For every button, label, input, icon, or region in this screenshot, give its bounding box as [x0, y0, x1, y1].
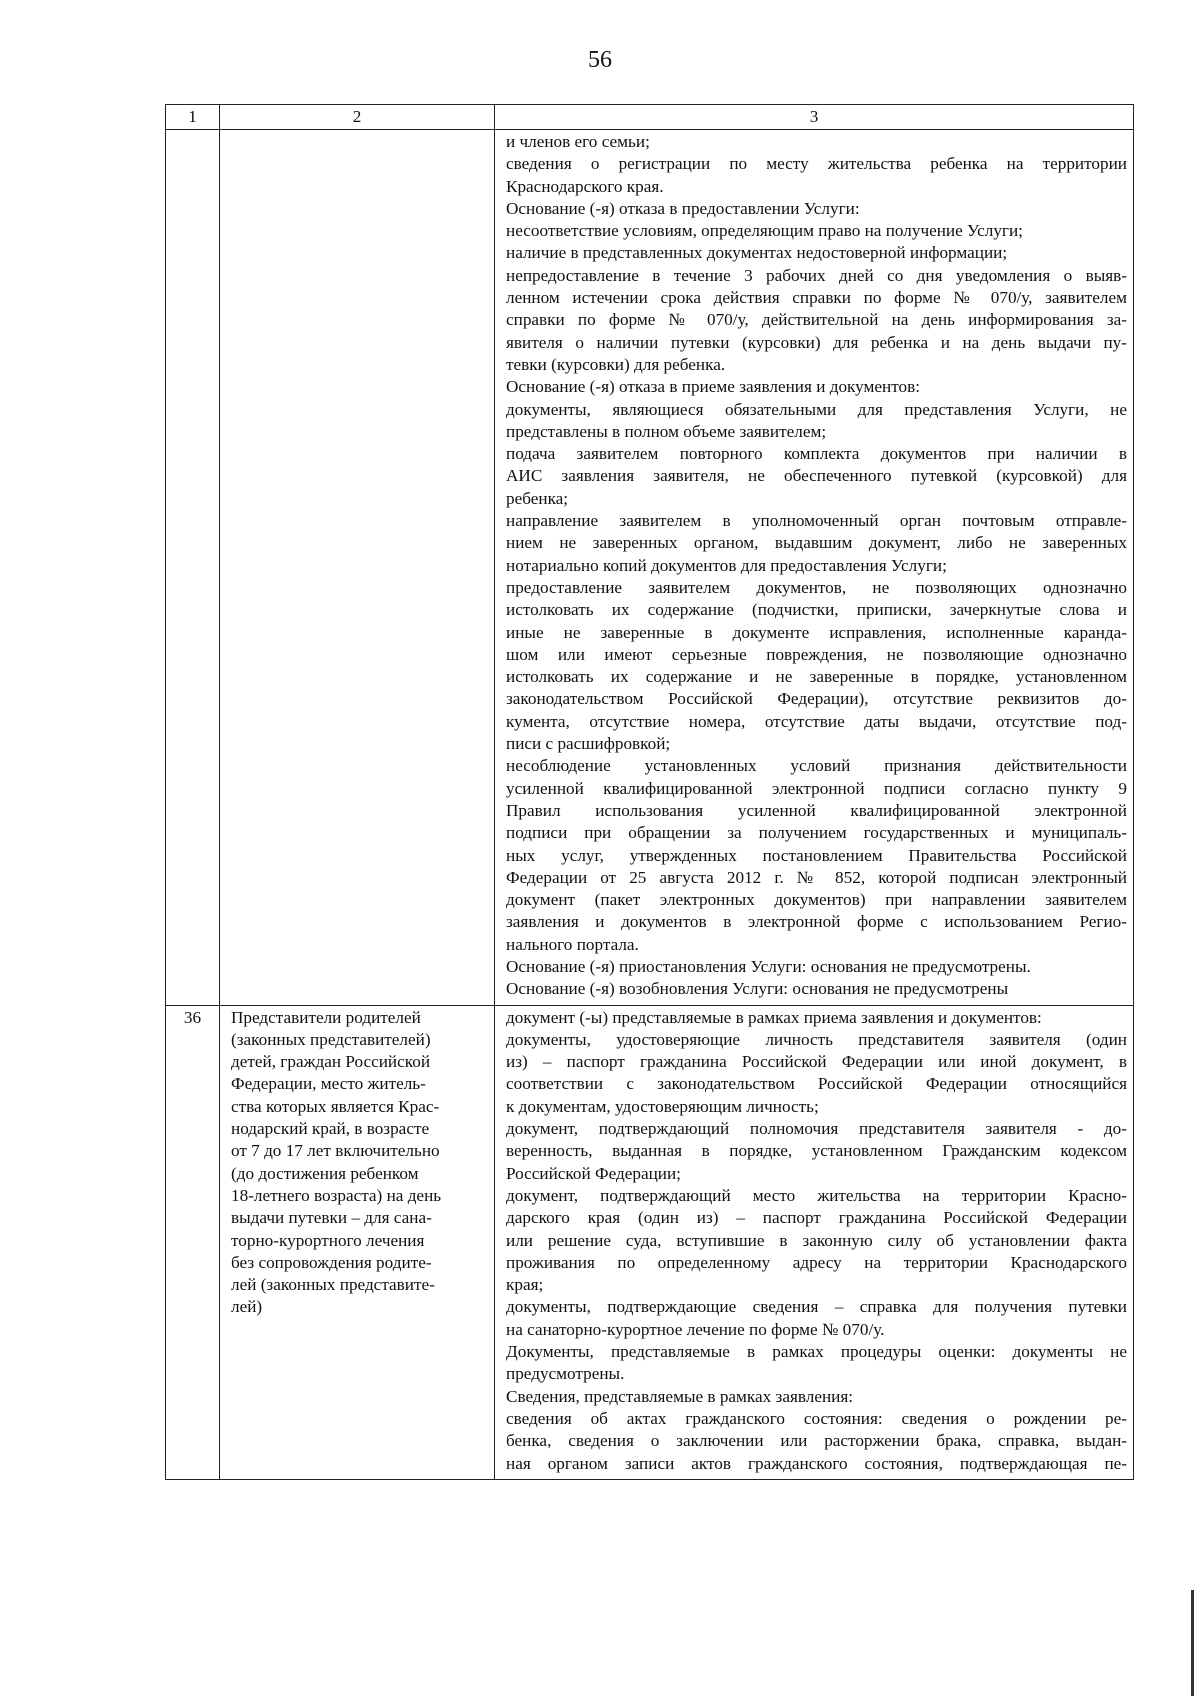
content-line: явителя о наличии путевки (курсовки) для ребенка и на день выдачи пу- [506, 332, 1127, 352]
content-line: нотариально копий документов для предоставления Услуги; [506, 555, 947, 575]
category-line: 18-летнего возраста) на день [231, 1185, 442, 1205]
content-line: усиленной квалифицированной электронной подписи согласно пункту 9 [506, 778, 1127, 798]
category-line: (до достижения ребенком [231, 1163, 419, 1183]
content-line: шом или имеют серьезные повреждения, не позволяющие однозначно [506, 644, 1127, 664]
column-header-3: 3 [495, 105, 1134, 130]
content-line: заявления и документов в электронной форме с использованием Регио- [506, 912, 1127, 932]
content-line: соответствии с законодательством Российской Федерации относящийся [506, 1074, 1127, 1094]
content-line: кумента, отсутствие номера, отсутствие даты выдачи, отсутствие под- [506, 711, 1127, 731]
column-header-2: 2 [220, 105, 495, 130]
content-line: непредоставление в течение 3 рабочих дней со дня уведомления о выяв- [506, 265, 1127, 285]
content-line: документ, подтверждающий место жительства на территории Красно- [506, 1185, 1127, 1205]
content-line: проживания по определенному адресу на территории Краснодарского [506, 1252, 1127, 1272]
content-line: из) – паспорт гражданина Российской Федерации или иной документ, в [506, 1052, 1127, 1072]
content-line: Краснодарского края. [506, 176, 664, 196]
content-line: Основание (-я) возобновления Услуги: основания не предусмотрены [506, 979, 1009, 999]
content-line: ных услуг, утвержденных постановлением Правительства Российской [506, 845, 1127, 865]
content-line: иные не заверенные в документе исправления, исполненные каранда- [506, 622, 1127, 642]
content-line: подача заявителем повторного комплекта документов при наличии в [506, 444, 1127, 464]
category-line: Федерации, место житель- [231, 1074, 426, 1094]
content-line: ленном истечении срока действия справки по форме № 070/у, заявителем [506, 288, 1127, 308]
content-line: Основание (-я) отказа в предоставлении Услуги: [506, 198, 860, 218]
column-header-1: 1 [166, 105, 220, 130]
content-line: АИС заявления заявителя, не обеспеченного путевкой (курсовкой) для [506, 466, 1127, 486]
content-line: направление заявителем в уполномоченный орган почтовым отправле- [506, 511, 1127, 531]
category-line: нодарский край, в возрасте [231, 1119, 430, 1139]
content-cell [495, 1005, 1134, 1479]
content-line: или решение суда, вступившие в законную силу об установлении факта [506, 1230, 1127, 1250]
content-line: нием не заверенных органом, выдавшим документ, либо не заверенных [506, 533, 1127, 553]
content-line: представлены в полном объеме заявителем; [506, 421, 827, 441]
category-line: без сопровождения родите- [231, 1252, 432, 1272]
scan-edge-mark [1191, 1590, 1194, 1696]
content-line: несоблюдение установленных условий признания действительности [506, 756, 1127, 776]
content-line: и членов его семьи; [506, 132, 650, 151]
content-line: бенка, сведения о заключении или расторжении брака, справка, выдан- [506, 1431, 1127, 1451]
content-line: документы, подтверждающие сведения – справка для получения путевки [506, 1297, 1127, 1317]
category-cell [220, 130, 495, 1006]
content-line: Правил использования усиленной квалифицированной электронной [506, 800, 1127, 820]
content-line: дарского края (один из) – паспорт гражданина Российской Федерации [506, 1208, 1127, 1228]
content-line: наличие в представленных документах недостоверной информации; [506, 243, 1008, 263]
content-line: документы, являющиеся обязательными для представления Услуги, не [506, 399, 1127, 419]
content-line: Основание (-я) приостановления Услуги: основания не предусмотрены. [506, 956, 1031, 976]
content-line: справки по форме № 070/у, действительной на день информирования за- [506, 310, 1127, 330]
content-line: документы, удостоверяющие личность представителя заявителя (один [506, 1029, 1127, 1049]
content-line: нального портала. [506, 934, 639, 954]
content-line: Документы, представляемые в рамках процедуры оценки: документы не [506, 1342, 1127, 1362]
category-line: ства которых является Крас- [231, 1096, 440, 1116]
category-line: Представители родителей [231, 1007, 421, 1027]
content-line: законодательством Российской Федерации), отсутствие реквизитов до- [506, 689, 1127, 709]
content-line: Федерации от 25 августа 2012 г. № 852, которой подписан электронный [506, 867, 1127, 887]
content-line: ребенка; [506, 488, 569, 508]
table-row [166, 1005, 1134, 1479]
content-line: на санаторно-курортное лечение по форме № 070/у. [506, 1319, 885, 1339]
content-line: Российской Федерации; [506, 1163, 681, 1183]
content-line: Сведения, представляемые в рамках заявления: [506, 1386, 854, 1406]
category-line: торно-курортного лечения [231, 1230, 425, 1250]
row-number-cell [166, 130, 220, 1006]
content-line: предусмотрены. [506, 1364, 625, 1384]
content-line: документ (пакет электронных документов) при направлении заявителем [506, 890, 1127, 910]
content-line: истолковать их содержание (подчистки, приписки, зачеркнутые слова и [506, 600, 1127, 620]
content-line: документ, подтверждающий полномочия представителя заявителя - до- [506, 1119, 1127, 1139]
content-line: веренность, выданная в порядке, установленном Гражданским кодексом [506, 1141, 1127, 1161]
content-line: документ (-ы) представляемые в рамках приема заявления и документов: [506, 1007, 1042, 1027]
content-line: края; [506, 1275, 544, 1295]
row-number-cell: 36 [166, 1005, 220, 1479]
content-line: сведения об актах гражданского состояния: сведения о рождении ре- [506, 1408, 1127, 1428]
category-line: от 7 до 17 лет включительно [231, 1141, 440, 1161]
table-row [166, 130, 1134, 1006]
content-line: писи с расшифровкой; [506, 734, 671, 754]
content-line: предоставление заявителем документов, не позволяющих однозначно [506, 577, 1127, 597]
table-header-row [166, 105, 1134, 130]
document-table [165, 104, 1134, 1480]
category-line: лей (законных представите- [231, 1275, 435, 1295]
content-cell [495, 130, 1134, 1006]
content-line: к документам, удостоверяющим личность; [506, 1096, 819, 1116]
category-cell [220, 1005, 495, 1479]
page-number: 56 [588, 47, 612, 73]
content-line: несоответствие условиям, определяющим право на получение Услуги; [506, 221, 1023, 241]
content-line: тевки (курсовки) для ребенка. [506, 354, 726, 374]
category-line: выдачи путевки – для сана- [231, 1208, 432, 1228]
content-line: подписи при обращении за получением государственных и муниципаль- [506, 823, 1127, 843]
content-line: ная органом записи актов гражданского состояния, подтверждающая пе- [506, 1453, 1127, 1473]
content-line: истолковать их содержание и не заверенные в порядке, установленном [506, 667, 1127, 687]
content-line: сведения о регистрации по месту жительства ребенка на территории [506, 154, 1127, 174]
category-line: (законных представителей) [231, 1029, 431, 1049]
content-line: Основание (-я) отказа в приеме заявления и документов: [506, 377, 920, 397]
category-line: лей) [231, 1297, 263, 1317]
category-line: детей, граждан Российской [231, 1052, 431, 1072]
